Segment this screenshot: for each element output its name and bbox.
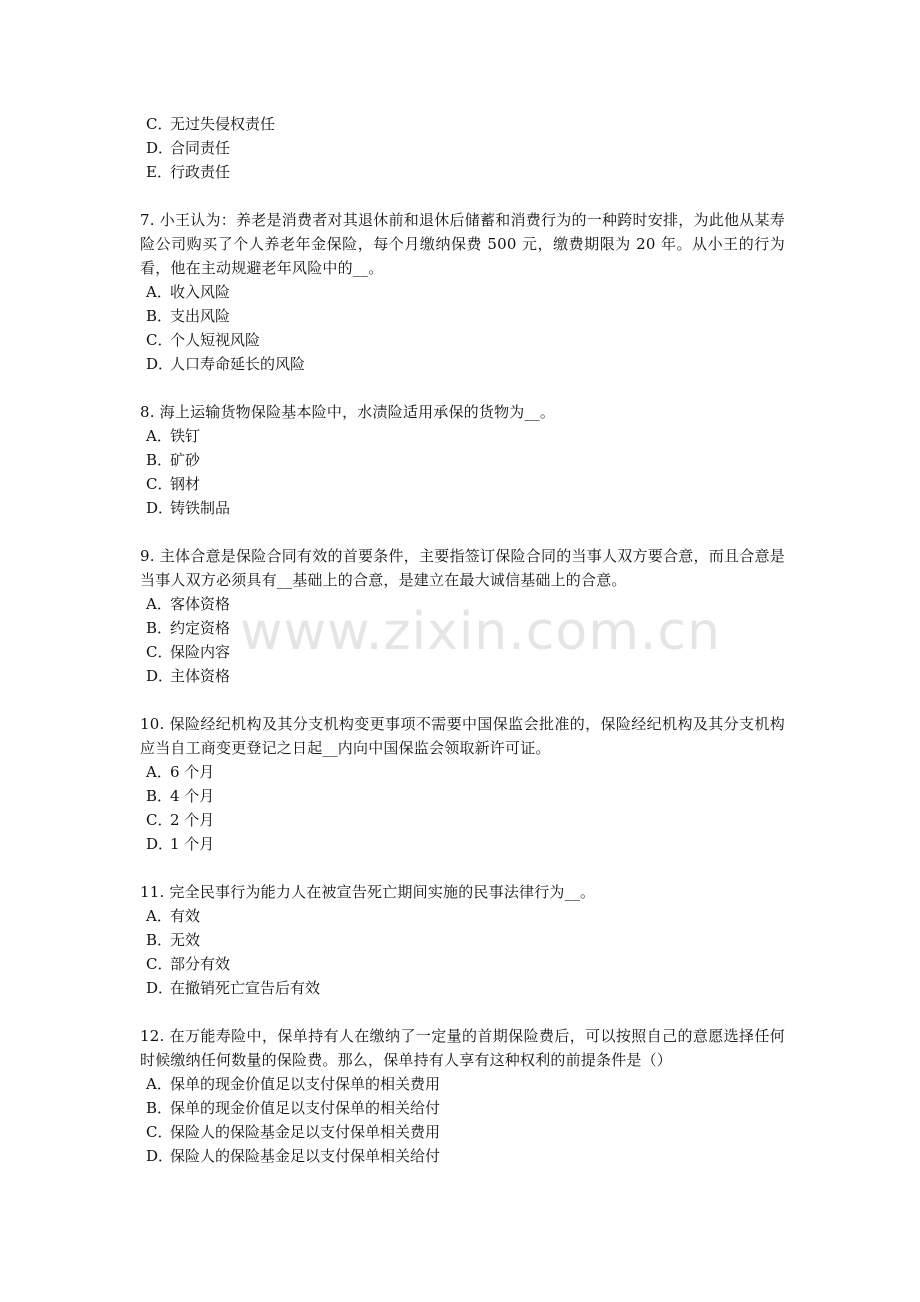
option-text: 主体资格 — [170, 667, 231, 685]
option-letter: A． — [146, 763, 172, 781]
option-a — [140, 760, 785, 784]
option-a — [140, 424, 785, 448]
option-letter: A． — [146, 283, 172, 301]
option-text: 保险内容 — [170, 643, 231, 661]
question-11 — [140, 880, 785, 1000]
option-letter: D． — [146, 1147, 174, 1165]
question-text: 12. 在万能寿险中，保单持有人在缴纳了一定量的首期保险费后，可以按照自己的意愿选择任何时候缴纳任何数量的保险费。那么，保单持有人享有这种权利的前提条件是（） — [140, 1027, 785, 1069]
option-text: 1 个月 — [170, 835, 215, 853]
option-d — [140, 976, 785, 1000]
watermark: www.zixin.com.cn — [240, 602, 721, 662]
option-text: 支出风险 — [170, 307, 231, 325]
question-9 — [140, 544, 785, 688]
option-letter: C． — [146, 955, 173, 973]
option-text: 保单的现金价值足以支付保单的相关费用 — [170, 1075, 441, 1093]
option-c — [140, 112, 785, 136]
option-text: 部分有效 — [170, 955, 231, 973]
option-b — [140, 928, 785, 952]
option-text: 行政责任 — [170, 163, 231, 181]
option-list — [140, 424, 785, 520]
option-d — [140, 496, 785, 520]
option-letter: B． — [146, 1099, 173, 1117]
question-6-tail — [140, 112, 785, 184]
option-letter: A． — [146, 427, 172, 445]
option-text: 无效 — [170, 931, 201, 949]
option-text: 2 个月 — [170, 811, 215, 829]
option-list — [140, 592, 785, 688]
option-c — [140, 472, 785, 496]
option-letter: E． — [146, 163, 172, 181]
question-8 — [140, 400, 785, 520]
option-text: 客体资格 — [170, 595, 231, 613]
option-text: 收入风险 — [170, 283, 231, 301]
option-b — [140, 448, 785, 472]
option-letter: B． — [146, 451, 173, 469]
question-list — [140, 112, 785, 1192]
question-text: 9. 主体合意是保险合同有效的首要条件，主要指签订保险合同的当事人双方要合意，而且合意是当事人双方必须具有__基础上的合意，是建立在最大诚信基础上的合意。 — [140, 547, 785, 589]
option-text: 人口寿命延长的风险 — [170, 355, 306, 373]
option-a — [140, 280, 785, 304]
option-text: 无过失侵权责任 — [170, 115, 276, 133]
option-d — [140, 352, 785, 376]
question-text: 10. 保险经纪机构及其分支机构变更事项不需要中国保监会批准的，保险经纪机构及其分支机构应当自工商变更登记之日起__内向中国保监会领取新许可证。 — [140, 715, 785, 757]
option-letter: D． — [146, 835, 174, 853]
option-list — [140, 904, 785, 1000]
option-a — [140, 592, 785, 616]
option-text: 铁钉 — [170, 427, 201, 445]
question-text: 11. 完全民事行为能力人在被宣告死亡期间实施的民事法律行为__。 — [140, 883, 596, 901]
option-list — [140, 760, 785, 856]
option-c — [140, 328, 785, 352]
question-text: 7. 小王认为：养老是消费者对其退休前和退休后储蓄和消费行为的一种跨时安排，为此他从某寿险公司购买了个人养老年金保险，每个月缴纳保费 500 元，缴费期限为 20 年。从小王的行为看，他在主动规避老年风险中的__。 — [140, 211, 785, 277]
option-letter: A． — [146, 595, 172, 613]
option-text: 在撤销死亡宣告后有效 — [170, 979, 321, 997]
option-c — [140, 640, 785, 664]
option-b — [140, 784, 785, 808]
option-letter: B． — [146, 307, 173, 325]
option-letter: D． — [146, 139, 174, 157]
option-letter: D． — [146, 667, 174, 685]
option-b — [140, 304, 785, 328]
option-letter: B． — [146, 931, 173, 949]
option-d — [140, 664, 785, 688]
option-a — [140, 1072, 785, 1096]
option-c — [140, 952, 785, 976]
option-text: 保险人的保险基金足以支付保单相关给付 — [170, 1147, 441, 1165]
option-letter: A． — [146, 907, 172, 925]
option-letter: A． — [146, 1075, 172, 1093]
option-text: 矿砂 — [170, 451, 201, 469]
option-d — [140, 136, 785, 160]
option-b — [140, 1096, 785, 1120]
option-letter: C． — [146, 115, 173, 133]
option-letter: C． — [146, 1123, 173, 1141]
option-letter: C． — [146, 475, 173, 493]
option-text: 6 个月 — [170, 763, 215, 781]
option-letter: C． — [146, 331, 173, 349]
option-letter: B． — [146, 619, 173, 637]
question-10 — [140, 712, 785, 856]
option-list — [140, 112, 785, 184]
option-letter: D． — [146, 355, 174, 373]
option-text: 约定资格 — [170, 619, 231, 637]
option-letter: D． — [146, 979, 174, 997]
option-text: 个人短视风险 — [170, 331, 261, 349]
option-letter: C． — [146, 643, 173, 661]
option-text: 铸铁制品 — [170, 499, 231, 517]
option-e — [140, 160, 785, 184]
option-letter: B． — [146, 787, 173, 805]
question-text: 8. 海上运输货物保险基本险中，水渍险适用承保的货物为__。 — [140, 403, 556, 421]
option-text: 钢材 — [170, 475, 201, 493]
question-7 — [140, 208, 785, 376]
question-12 — [140, 1024, 785, 1168]
option-d — [140, 1144, 785, 1168]
option-a — [140, 904, 785, 928]
option-b — [140, 616, 785, 640]
option-text: 合同责任 — [170, 139, 231, 157]
option-text: 保单的现金价值足以支付保单的相关给付 — [170, 1099, 441, 1117]
option-list — [140, 1072, 785, 1168]
option-letter: D． — [146, 499, 174, 517]
option-d — [140, 832, 785, 856]
option-list — [140, 280, 785, 376]
option-text: 4 个月 — [170, 787, 215, 805]
option-text: 保险人的保险基金足以支付保单相关费用 — [170, 1123, 441, 1141]
option-c — [140, 808, 785, 832]
option-text: 有效 — [170, 907, 201, 925]
option-c — [140, 1120, 785, 1144]
option-letter: C． — [146, 811, 173, 829]
